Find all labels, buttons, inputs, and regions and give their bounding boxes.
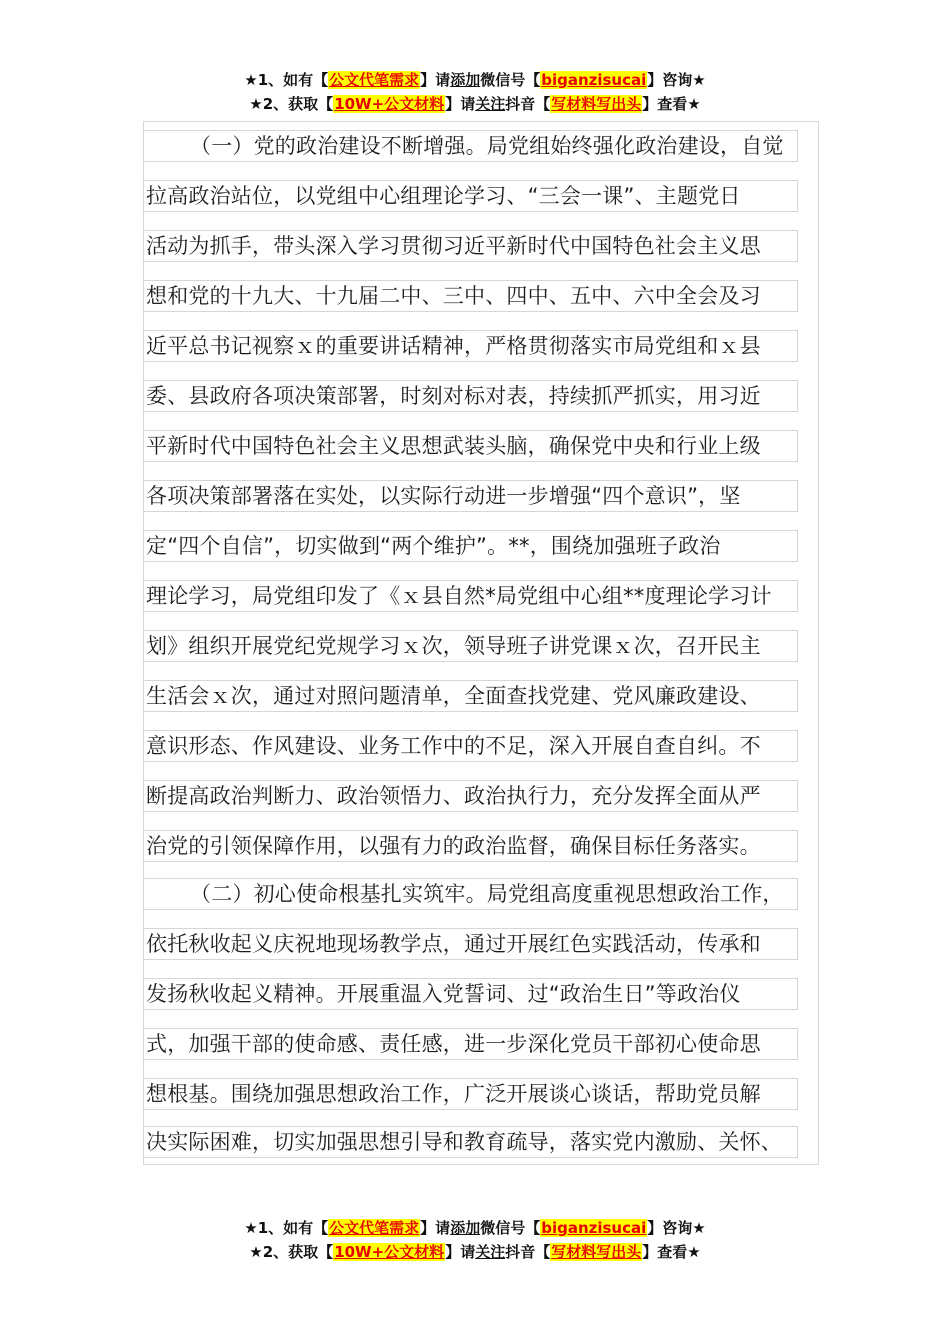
- highlight-service: 公文代笔需求: [329, 71, 420, 89]
- paragraph-line: 式，加强干部的使命感、责任感，进一步深化党员干部初心使命思: [146, 1032, 761, 1056]
- banner-text: 】咨询★: [647, 1219, 706, 1237]
- banner-text: 微信号【: [480, 71, 541, 89]
- paragraph-line: 依托秋收起义庆祝地现场教学点，通过开展红色实践活动，传承和: [146, 932, 761, 956]
- paragraph-line: 平新时代中国特色社会主义思想武装头脑，确保党中央和行业上级: [146, 434, 761, 458]
- banner-text: ★1、如有【: [244, 71, 329, 89]
- highlight-service: 公文代笔需求: [329, 1219, 420, 1237]
- banner-text: 】查看★: [642, 95, 701, 113]
- highlight-materials: 10W+公文材料: [334, 1243, 445, 1261]
- banner-text: ★1、如有【: [244, 1219, 329, 1237]
- paragraph-line: 各项决策部署落在实处，以实际行动进一步增强“四个意识”，坚: [146, 484, 741, 508]
- paragraph-line: 拉高政治站位，以党组中心组理论学习、“三会一课”、主题党日: [146, 184, 741, 208]
- paragraph-line: 活动为抓手，带头深入学习贯彻习近平新时代中国特色社会主义思: [146, 234, 761, 258]
- banner-text: 微信号【: [480, 1219, 541, 1237]
- highlight-wechat-id: biganzisucai: [541, 71, 647, 89]
- banner-text: 抖音【: [505, 1243, 551, 1261]
- banner-text: 】请: [420, 71, 451, 89]
- paragraph-line: 生活会ｘ次，通过对照问题清单，全面查找党建、党风廉政建设、: [146, 684, 761, 708]
- highlight-douyin: 写材料写出头: [551, 95, 642, 113]
- paragraph-line: 想根基。围绕加强思想政治工作，广泛开展谈心谈话，帮助党员解: [146, 1082, 761, 1106]
- paragraph-line: 意识形态、作风建设、业务工作中的不足，深入开展自查自纠。不: [146, 734, 761, 758]
- paragraph-line: 划》组织开展党纪党规学习ｘ次，领导班子讲党课ｘ次，召开民主: [146, 634, 761, 658]
- paragraph-line: 想和党的十九大、十九届二中、三中、四中、五中、六中全会及习: [146, 284, 761, 308]
- banner-text: ★2、获取【: [249, 95, 334, 113]
- paragraph-line: 治党的引领保障作用，以强有力的政治监督，确保目标任务落实。: [146, 834, 761, 858]
- paragraph-line: （一）党的政治建设不断增强。局党组始终强化政治建设，自觉: [190, 134, 784, 158]
- banner-text: 关注: [475, 1243, 506, 1261]
- banner-text: 】咨询★: [647, 71, 706, 89]
- banner-text: ★2、获取【: [249, 1243, 334, 1261]
- highlight-wechat-id: biganzisucai: [541, 1219, 647, 1237]
- paragraph-line: （二）初心使命根基扎实筑牢。局党组高度重视思想政治工作，: [190, 882, 784, 906]
- paragraph-line: 理论学习，局党组印发了《ｘ县自然*局党组中心组**度理论学习计: [146, 584, 772, 608]
- banner-line-1: [0, 1216, 950, 1240]
- banner-text: 】查看★: [642, 1243, 701, 1261]
- banner-line-2: [0, 92, 950, 116]
- banner-text: 抖音【: [505, 95, 551, 113]
- paragraph-line: 发扬秋收起义精神。开展重温入党誓词、过“政治生日”等政治仪: [146, 982, 741, 1006]
- banner-line-2: [0, 1240, 950, 1264]
- banner-text: 】请: [420, 1219, 451, 1237]
- paragraph-line: 决实际困难，切实加强思想引导和教育疏导，落实党内激励、关怀、: [146, 1130, 782, 1154]
- banner-text: 】请: [445, 95, 476, 113]
- banner-text: 】请: [445, 1243, 476, 1261]
- banner-text: 添加: [450, 71, 481, 89]
- highlight-douyin: 写材料写出头: [551, 1243, 642, 1261]
- paragraph-line: 委、县政府各项决策部署，时刻对标对表，持续抓严抓实，用习近: [146, 384, 761, 408]
- paragraph-line: 断提高政治判断力、政治领悟力、政治执行力，充分发挥全面从严: [146, 784, 761, 808]
- paragraph-line: 定“四个自信”，切实做到“两个维护”。**，围绕加强班子政治: [146, 534, 721, 558]
- header-banner: [0, 68, 950, 116]
- banner-text: 添加: [450, 1219, 481, 1237]
- footer-banner: [0, 1216, 950, 1264]
- banner-line-1: [0, 68, 950, 92]
- paragraph-line: 近平总书记视察ｘ的重要讲话精神，严格贯彻落实市局党组和ｘ县: [146, 334, 761, 358]
- highlight-materials: 10W+公文材料: [334, 95, 445, 113]
- banner-text: 关注: [475, 95, 506, 113]
